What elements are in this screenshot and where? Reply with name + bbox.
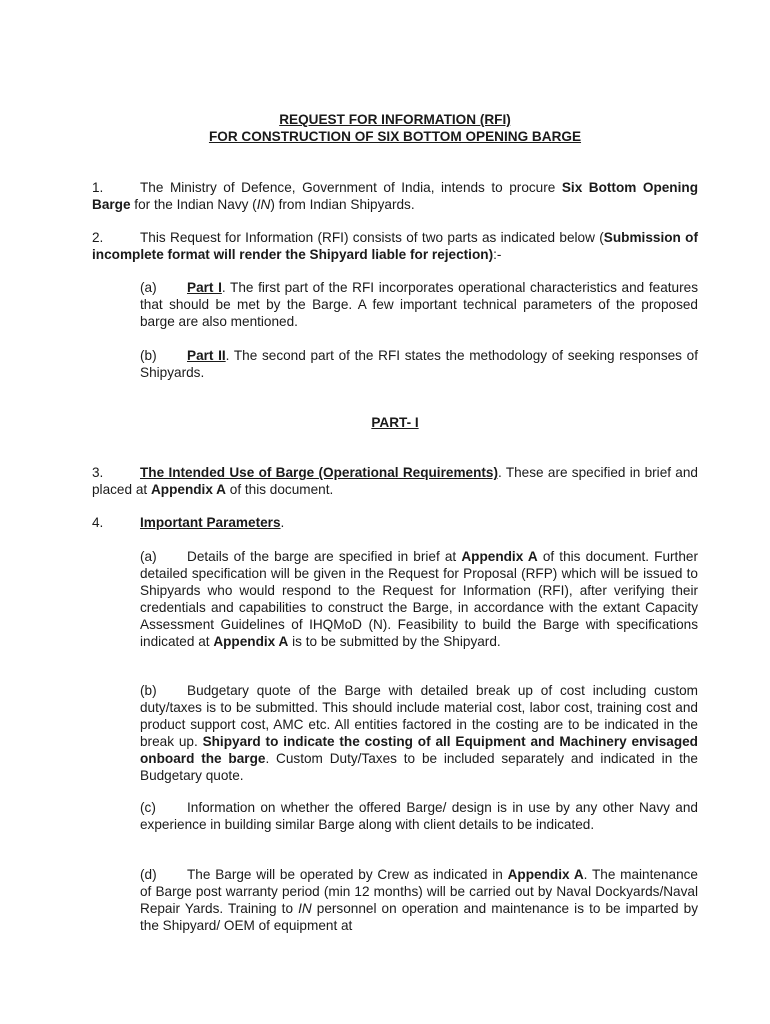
document-title-line2: FOR CONSTRUCTION OF SIX BOTTOM OPENING BARGE	[208, 129, 582, 144]
text-span: Budgetary quote of the Barge with detailed break up of cost including custom duty/taxes is to be submitted. This should include material cost, labor cost, training cost and product support cost, AMC etc. All entities factored in the costing are to be indicated in the break up.	[140, 683, 698, 749]
text-span: :-	[493, 247, 502, 262]
italic-span: IN	[256, 197, 271, 212]
paragraph-number: 3.	[92, 465, 104, 480]
italic-span: IN	[298, 901, 312, 916]
text-span: . Custom Duty/Taxes to be included separately and indicated in the Budgetary quote.	[140, 751, 698, 783]
text-span: of this document.	[225, 482, 334, 497]
bold-span: Appendix A	[507, 867, 584, 882]
paragraph-2	[92, 229, 698, 263]
text-span: . The first part of the RFI incorporates operational characteristics and features that should be met by the Barge. A few important technical parameters of the proposed barge are also mentioned.	[140, 280, 698, 329]
text-span: The Ministry of Defence, Government of India, intends to procure	[140, 180, 562, 195]
paragraph-4a	[140, 548, 698, 650]
text-span: . The second part of the RFI states the methodology of seeking responses of Shipyards.	[140, 348, 698, 380]
text-span: The Barge will be operated by Crew as indicated in	[187, 867, 508, 882]
paragraph-1	[92, 179, 698, 213]
text-span: personnel on operation and maintenance is to be imparted by the Shipyard/ OEM of equipment at	[140, 901, 698, 933]
paragraph-number: 1.	[92, 180, 104, 195]
paragraph-number: (b)	[140, 683, 157, 698]
text-span: . The maintenance of Barge post warranty period (min 12 months) will be carried out by Naval Dockyards/Naval Repair Yards. Training to	[140, 867, 698, 916]
bold-span: Appendix A	[150, 482, 226, 497]
paragraph-number: 2.	[92, 230, 104, 245]
paragraph-number: (d)	[140, 867, 157, 882]
paragraph-2a	[140, 279, 698, 330]
paragraph-4b	[140, 682, 698, 784]
bold-underline-span: Part II	[187, 348, 226, 363]
text-span: Information on whether the offered Barge/ design is in use by any other Navy and experience in building similar Barge along with client details to be indicated.	[140, 800, 698, 832]
bold-span: Six Bottom Opening Barge	[92, 180, 698, 212]
bold-underline-span: Important Parameters	[140, 515, 281, 530]
paragraph-4	[92, 514, 698, 531]
bold-span: Appendix A	[461, 549, 538, 564]
text-span: for the Indian Navy (	[130, 197, 257, 212]
part-heading: PART- I	[371, 415, 419, 430]
document-title-line1: REQUEST FOR INFORMATION (RFI)	[279, 112, 511, 127]
bold-span: Shipyard to indicate the costing of all Equipment and Machinery envisaged onboard the barge	[140, 734, 698, 766]
paragraph-4d	[140, 866, 698, 934]
text-span: ) from Indian Shipyards.	[270, 197, 415, 212]
text-span: .	[280, 515, 285, 530]
text-span: . These are specified in brief and placed at	[92, 465, 698, 497]
bold-underline-span: The Intended Use of Barge (Operational Requirements)	[140, 465, 499, 480]
paragraph-number: (c)	[140, 800, 156, 815]
paragraph-4c	[140, 799, 698, 833]
paragraph-3	[92, 464, 698, 498]
paragraph-number: (b)	[140, 348, 157, 363]
paragraph-number: (a)	[140, 549, 157, 564]
text-span: is to be submitted by the Shipyard.	[288, 634, 501, 649]
text-span: Details of the barge are specified in brief at	[187, 549, 462, 564]
bold-underline-span: Part I	[187, 280, 222, 295]
paragraph-2b	[140, 347, 698, 381]
text-span: This Request for Information (RFI) consists of two parts as indicated below (	[140, 230, 604, 245]
paragraph-number: 4.	[92, 515, 104, 530]
text-span: of this document. Further detailed specification will be given in the Request for Proposal (RFP) which will be issued to Shipyards who would respond to the Request for Information (RFI), after verifying their credentials and capabilities to construct the Barge, in accordance with the extant Capacity Assessment Guidelines of IHQMoD (N). Feasibility to build the Barge with specifications indicated at	[140, 549, 698, 649]
bold-span: Submission of incomplete format will render the Shipyard liable for rejection)	[92, 230, 698, 262]
paragraph-number: (a)	[140, 280, 157, 295]
bold-span: Appendix A	[213, 634, 289, 649]
